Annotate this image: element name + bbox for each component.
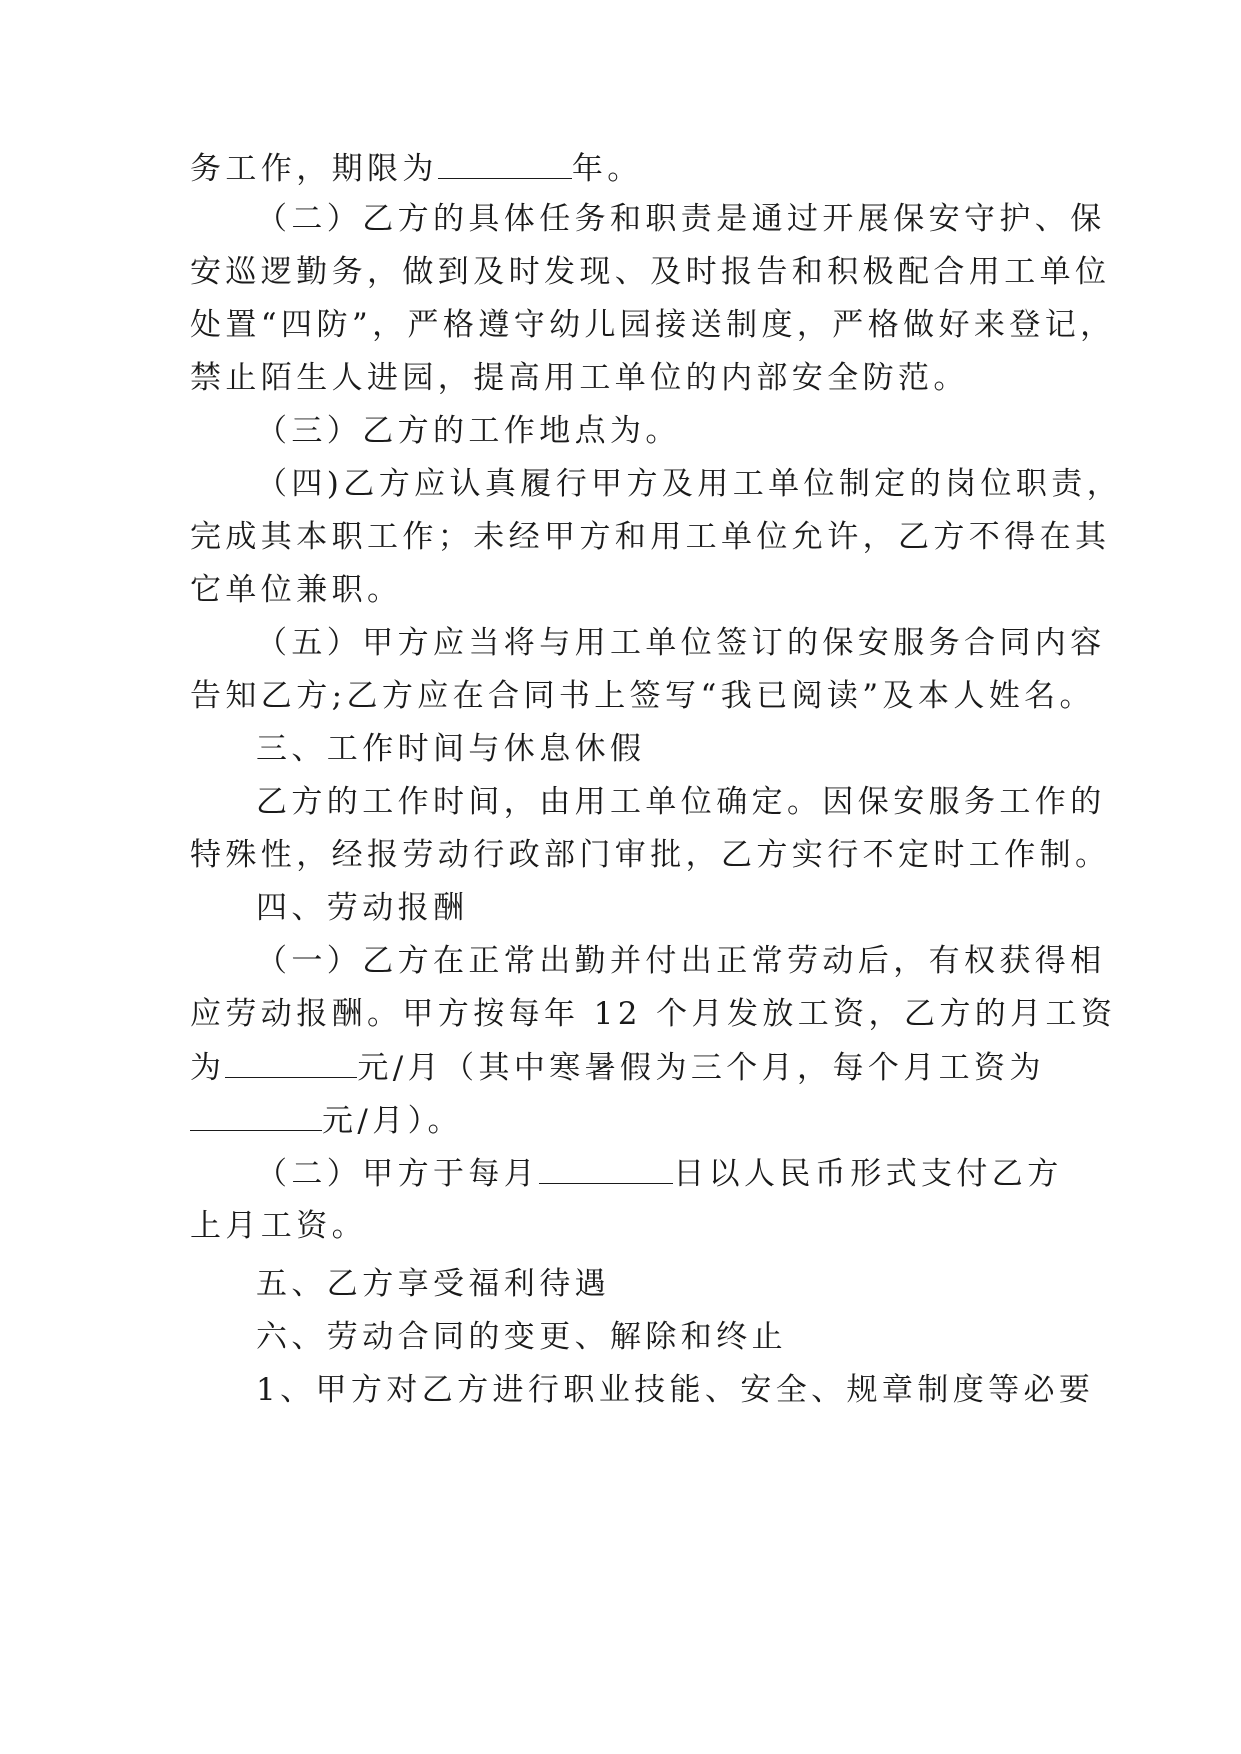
paragraph-line: （三）乙方的工作地点为。 [256,413,681,449]
paragraph-line: 告知乙方;乙方应在合同书上签写“我已阅读”及本人姓名。 [190,678,1095,714]
fill-in-blank [190,1100,322,1131]
section-heading: 六、劳动合同的变更、解除和终止 [256,1319,787,1355]
paragraph-line: 禁止陌生人进园，提高用工单位的内部安全防范。 [190,360,969,396]
paragraph-line: （一）乙方在正常出勤并付出正常劳动后，有权获得相 [256,943,1106,979]
paragraph-line: 它单位兼职。 [190,572,403,608]
text-segment: 年。 [571,151,643,187]
fill-in-blank [539,1153,673,1184]
text-segment: 日以人民币形式支付乙方 [673,1156,1063,1192]
text-segment: 元/月）。 [322,1103,463,1139]
paragraph-line: （四)乙方应认真履行甲方及用工单位制定的岗位职责， [256,466,1123,502]
paragraph-line: 处置“四防”，严格遵守幼儿园接送制度，严格做好来登记， [190,307,1116,343]
paragraph-line: 1、甲方对乙方进行职业技能、安全、规章制度等必要 [256,1372,1095,1408]
text-segment: （二）甲方于每月 [256,1156,540,1192]
paragraph-line [190,148,1070,189]
paragraph-line: 上月工资。 [190,1208,367,1244]
text-segment: 元/月（其中寒暑假为三个月，每个月工资为 [357,1050,1045,1086]
paragraph-line: （五）甲方应当将与用工单位签订的保安服务合同内容 [256,625,1106,661]
paragraph-line: （二）乙方的具体任务和职责是通过开展保安守护、保 [256,201,1106,237]
text-segment: 务工作，期限为 [190,151,438,187]
section-heading: 五、乙方享受福利待遇 [256,1266,610,1302]
fill-in-blank [438,148,572,179]
paragraph-line: 特殊性，经报劳动行政部门审批，乙方实行不定时工作制。 [190,837,1111,873]
paragraph-line [190,1100,1070,1141]
paragraph-line [190,1047,1070,1088]
paragraph-line: 乙方的工作时间，由用工单位确定。因保安服务工作的 [256,784,1106,820]
section-heading: 三、工作时间与休息休假 [256,731,646,767]
fill-in-blank [225,1047,357,1078]
paragraph-line: 安巡逻勤务，做到及时发现、及时报告和积极配合用工单位 [190,254,1111,290]
section-heading: 四、劳动报酬 [256,890,469,926]
paragraph-line: 应劳动报酬。甲方按每年 12 个月发放工资，乙方的月工资 [190,996,1117,1032]
text-segment: 为 [190,1050,226,1086]
paragraph-line: 完成其本职工作；未经甲方和用工单位允许，乙方不得在其 [190,519,1111,555]
paragraph-line [256,1153,1070,1194]
